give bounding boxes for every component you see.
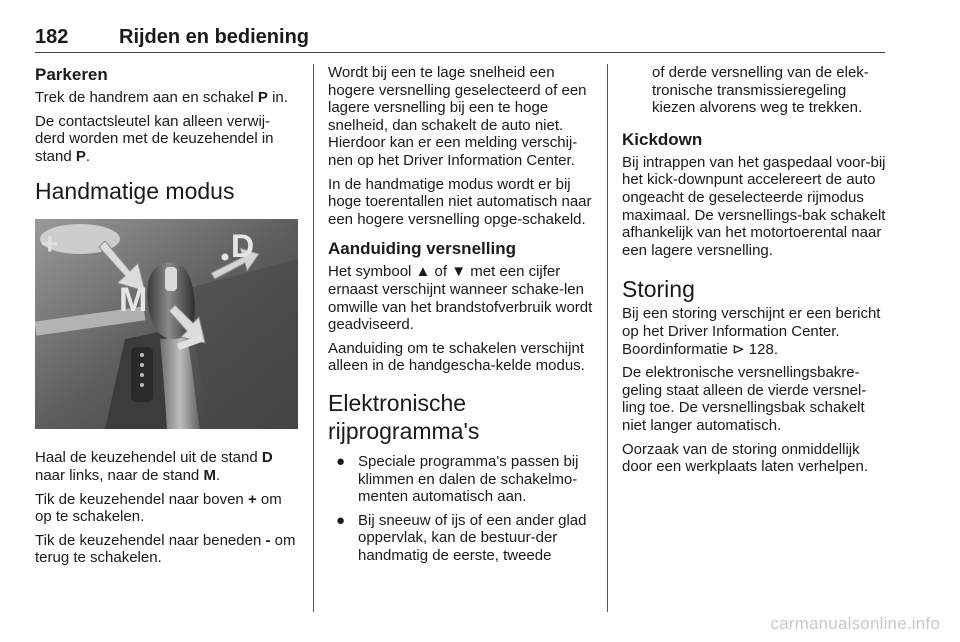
heading-kickdown: Kickdown bbox=[622, 129, 703, 149]
page-ref-icon: ⊳ bbox=[732, 340, 745, 358]
heading-handmatige-modus: Handmatige modus bbox=[35, 178, 235, 205]
paragraph: Bij intrappen van het gaspedaal voor-bij het kick-downpunt accelereert de auto ongeacht de geselecteerde rijmodus maximaal. De versnellings-bak schakelt afhankelijk van het motortoerental naar een lagere versnelling. bbox=[622, 153, 886, 259]
paragraph: Trek de handrem aan en schakel P in. bbox=[35, 89, 288, 106]
heading-storing: Storing bbox=[622, 276, 695, 303]
paragraph: Het symbool ▲ of ▼ met een cijfer ernaast verschijnt wanneer schake-len omwille van het brandstofverbruik wordt geadviseerd. bbox=[328, 263, 593, 334]
paragraph: Oorzaak van de storing onmiddellijk door een werkplaats laten verhelpen. bbox=[622, 440, 868, 476]
column-1 bbox=[35, 64, 298, 573]
page-title: Rijden en bediening bbox=[119, 26, 310, 48]
paragraph: Aanduiding om te schakelen verschijnt alleen in de handgescha-kelde modus. bbox=[328, 339, 585, 375]
paragraph: Haal de keuzehendel uit de stand D naar links, naar de stand M. bbox=[35, 449, 273, 484]
paragraph: Wordt bij een te lage snelheid een hogere versnelling geselecteerd of een lagere versnelling bij een te hoge snelheid, dan schakelt de auto niet. Hierdoor kan er een melding verschij-nen op het Driver Information Center. bbox=[328, 64, 587, 169]
list-item: ● Bij sneeuw of ijs of een ander glad oppervlak, kan de bestuur-der handmatig de eerste, tweede bbox=[336, 511, 587, 564]
list-item: ● Speciale programma's passen bij klimmen en dalen de schakelmo-menten automatisch aan. bbox=[336, 452, 579, 506]
paragraph: Tik de keuzehendel naar beneden - om terug te schakelen. bbox=[35, 531, 296, 567]
column-divider bbox=[313, 64, 314, 612]
column-3 bbox=[622, 64, 888, 482]
drive-label: D bbox=[231, 228, 255, 265]
heading-elektronische-rijprogrammas: Elektronische rijprogramma's bbox=[328, 389, 480, 444]
column-divider bbox=[607, 64, 608, 612]
page-number: 182 bbox=[35, 26, 69, 48]
paragraph: De elektronische versnellingsbakre-geling staat alleen de vierde versnel-ling toe. De versnellingsbak schakelt niet langer automatisch. bbox=[622, 364, 867, 434]
manual-label: M bbox=[119, 281, 148, 320]
paragraph: In de handmatige modus wordt er bij hoge toerentallen niet automatisch naar een hogere versnelling opge-schakeld. bbox=[328, 175, 592, 228]
heading-parkeren: Parkeren bbox=[35, 65, 108, 84]
watermark: carmanualsonline.info bbox=[770, 614, 940, 633]
column-2 bbox=[328, 64, 593, 570]
heading-aanduiding-versnelling: Aanduiding versnelling bbox=[328, 239, 516, 259]
page-header bbox=[35, 26, 885, 53]
plus-label: + bbox=[41, 228, 59, 262]
bullet-list bbox=[328, 453, 593, 565]
paragraph: Bij een storing verschijnt er een bericht op het Driver Information Center. Boordinformatie ⊳ 128. bbox=[622, 305, 881, 358]
paragraph: Tik de keuzehendel naar boven + om op te schakelen. bbox=[35, 490, 282, 526]
gear-lever-illustration bbox=[35, 219, 298, 429]
paragraph: of derde versnelling van de elek-tronische transmissieregeling kiezen alvorens weg te trekken. bbox=[652, 64, 869, 117]
paragraph: De contactsleutel kan alleen verwij-derd worden met de keuzehendel in stand P. bbox=[35, 112, 274, 165]
